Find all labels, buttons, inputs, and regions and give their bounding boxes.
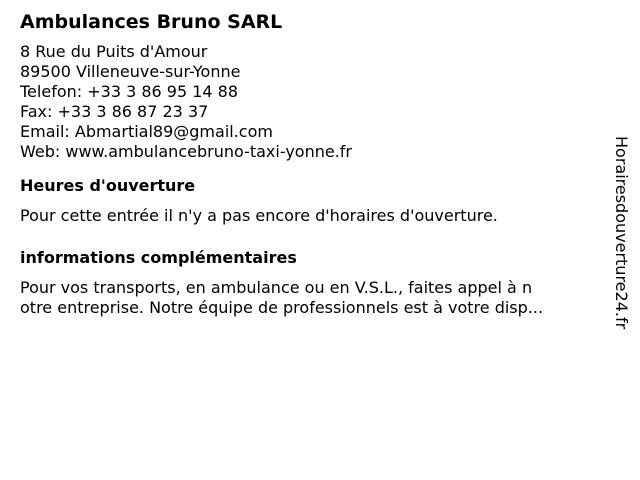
email-address[interactable]: Email: Abmartial89@gmail.com [20,122,273,141]
business-name: Ambulances Bruno SARL [20,11,283,33]
business-details [20,10,595,318]
opening-hours-text: Pour cette entrée il n'y a pas encore d'horaires d'ouverture. [20,206,498,225]
phone-number[interactable]: Telefon: +33 3 86 95 14 88 [20,82,239,101]
additional-info-heading: informations complémentaires [20,248,297,267]
additional-info-text [20,278,595,318]
fax-number: Fax: +33 3 86 87 23 37 [20,102,209,121]
site-watermark: Horairesdouverture24.fr [612,136,631,330]
additional-info-line: Pour vos transports, en ambulance ou en V.S.L., faites appel à n [20,278,533,297]
address-street: 8 Rue du Puits d'Amour [20,42,208,61]
additional-info-line: otre entreprise. Notre équipe de professionnels est à votre disp... [20,298,544,317]
opening-hours-heading: Heures d'ouverture [20,176,196,195]
website-link[interactable]: Web: www.ambulancebruno-taxi-yonne.fr [20,142,352,161]
address-city: 89500 Villeneuve-sur-Yonne [20,62,241,81]
contact-block [20,42,595,162]
